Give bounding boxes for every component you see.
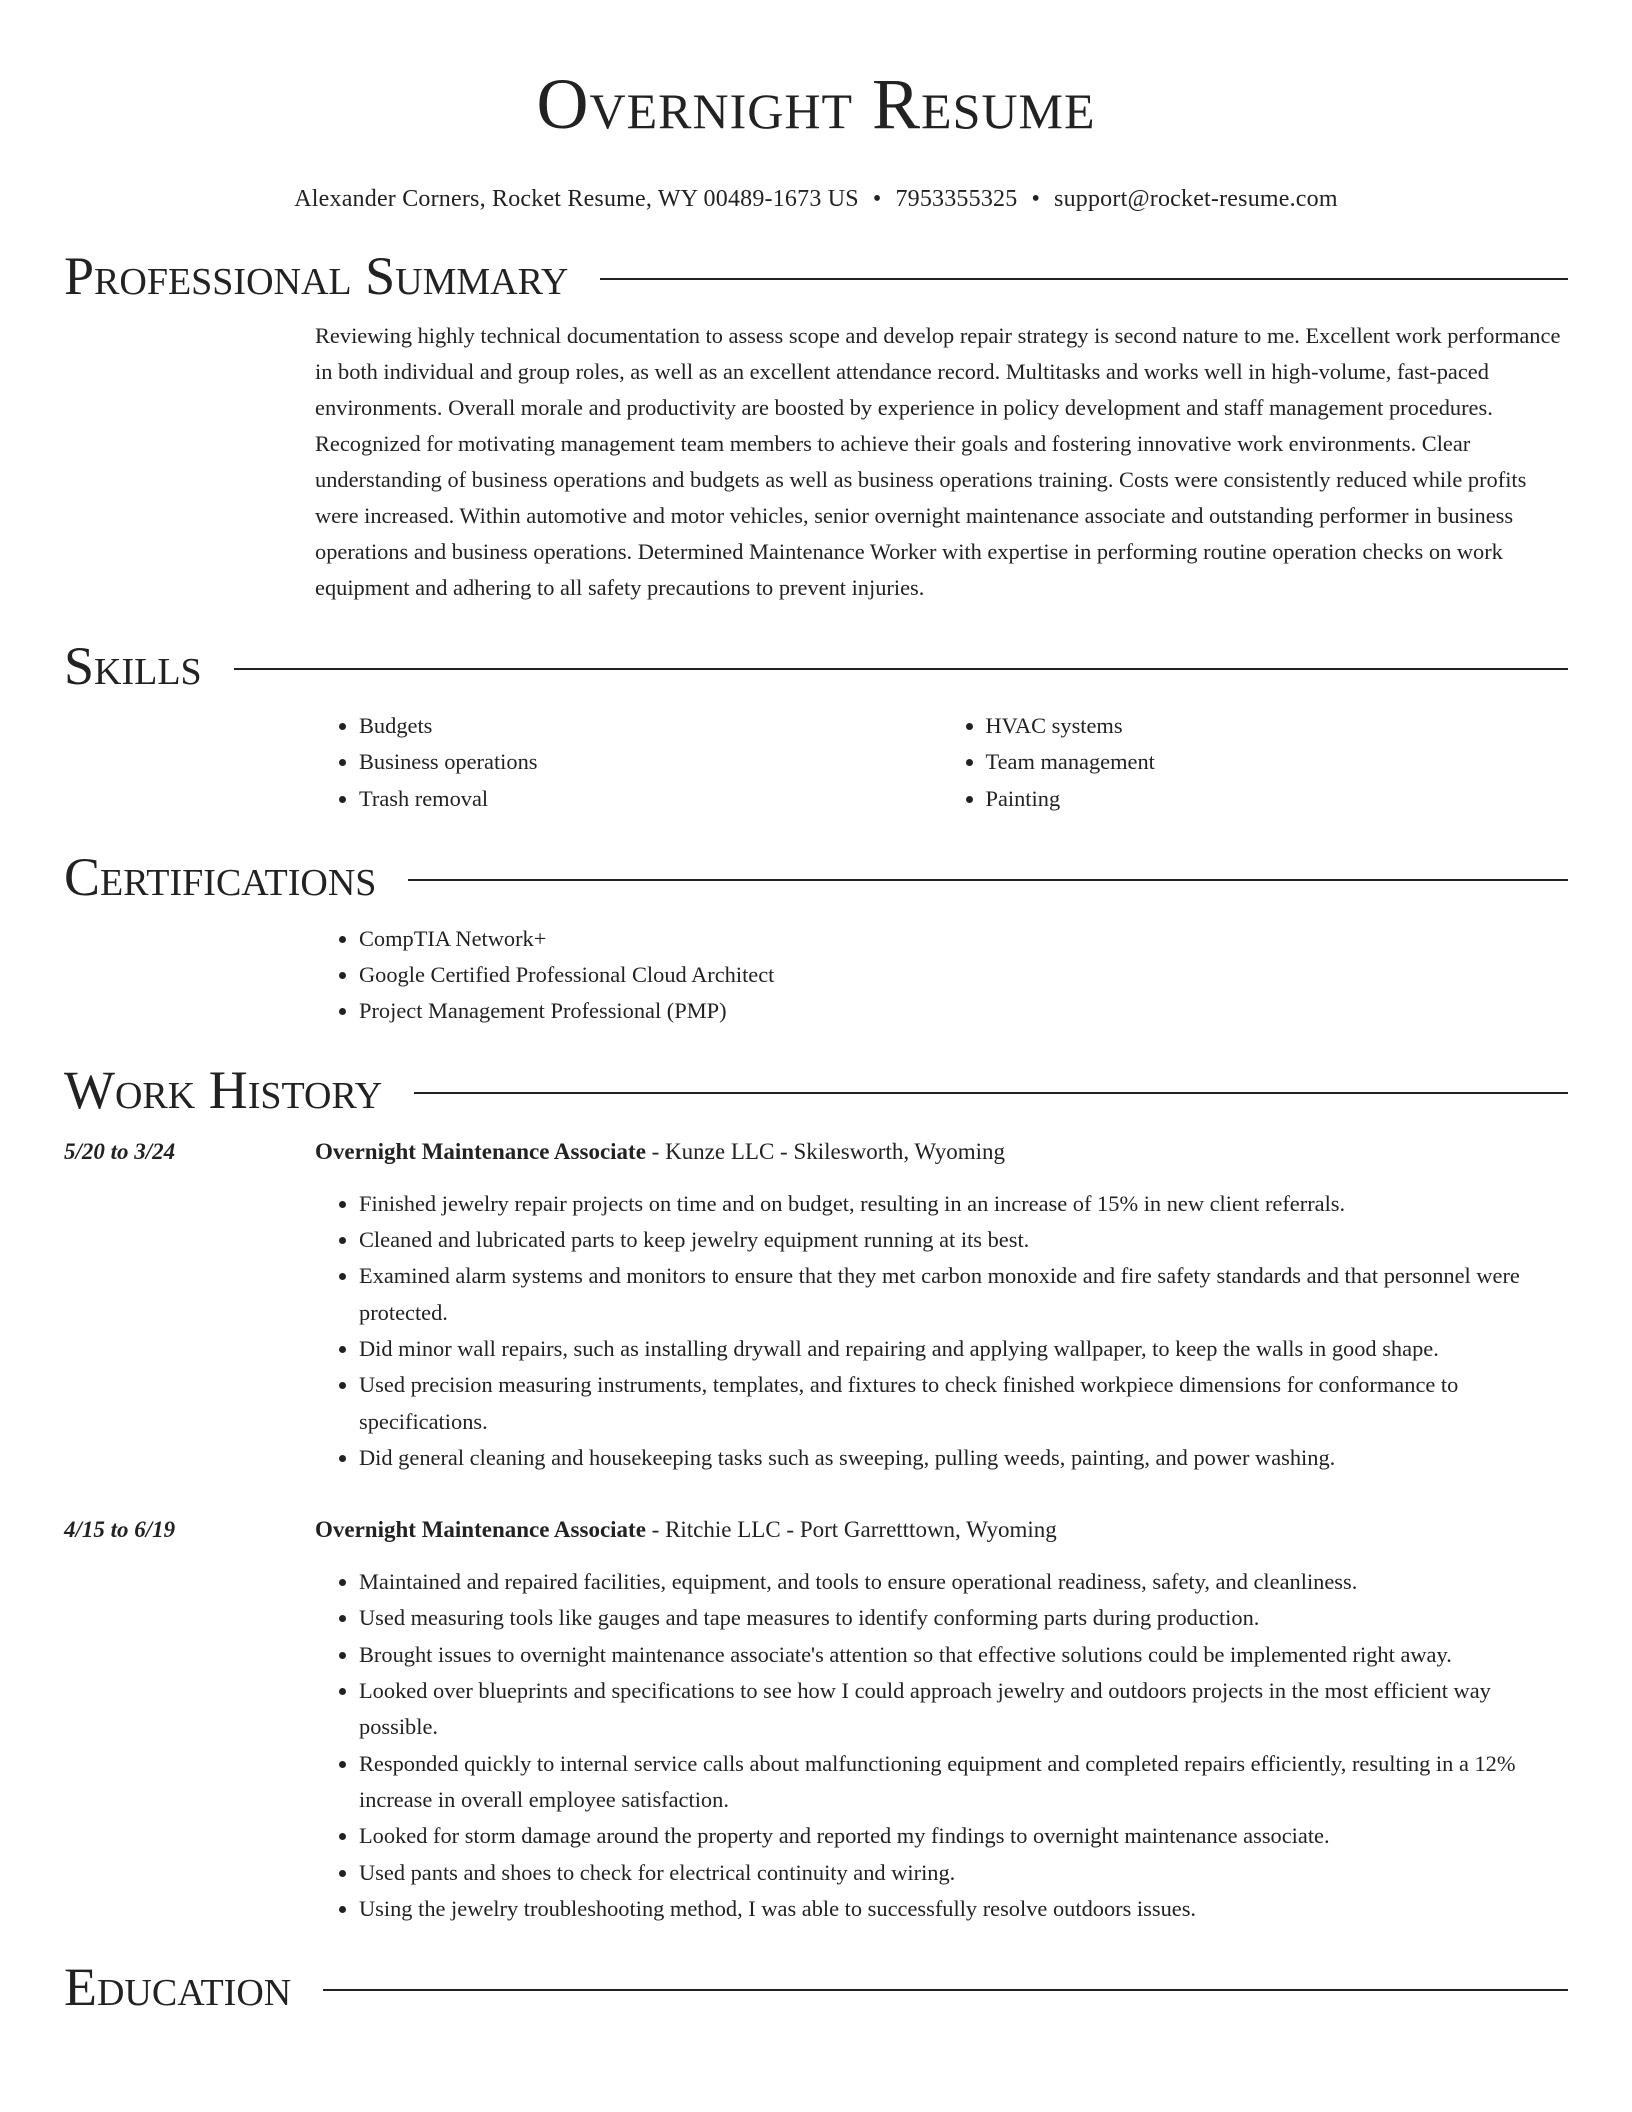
summary-section-header (64, 246, 1568, 306)
job-company: - Ritchie LLC - Port Garretttown, Wyoming (645, 1517, 1057, 1543)
job-bullet: • Brought issues to overnight maintenance associate's attention so that effective solutions could be implemented right away. (359, 1637, 1568, 1673)
skill-item: • Budgets (359, 708, 942, 744)
job-bullet: • Looked over blueprints and specifications to see how I could approach jewelry and outdoors projects in the most efficient way possible. (359, 1673, 1568, 1746)
summary-heading: Professional Summary (64, 246, 569, 306)
job-bullet: • Using the jewelry troubleshooting method, I was able to successfully resolve outdoors issues. (359, 1891, 1568, 1927)
skill-item: • Team management (986, 744, 1569, 780)
job-dates: 4/15 to 6/19 (64, 1517, 176, 1543)
skills-column-left (315, 708, 942, 817)
job-bullet: • Did minor wall repairs, such as installing drywall and repairing and applying wallpaper, to keep the walls in good shape. (359, 1331, 1568, 1367)
section-divider (408, 879, 1568, 881)
job-bullet: • Used measuring tools like gauges and tape measures to identify conforming parts during production. (359, 1600, 1568, 1636)
resume-page (64, 0, 1568, 2017)
skills-column-right (942, 708, 1569, 817)
skills-heading: Skills (64, 636, 202, 696)
section-divider (323, 1989, 1568, 1991)
certification-item: • CompTIA Network+ (359, 921, 1568, 957)
work-heading: Work History (64, 1059, 383, 1120)
job-bullet: • Maintained and repaired facilities, equipment, and tools to ensure operational readiness, safety, and cleanliness. (359, 1564, 1568, 1600)
job-bullet: • Responded quickly to internal service calls about malfunctioning equipment and completed repairs efficiently, resulting in a 12% increase in overall employee satisfaction. (359, 1746, 1568, 1819)
job-title-line (315, 1512, 1057, 1548)
section-divider (600, 278, 1568, 280)
job-bullet: • Used pants and shoes to check for electrical continuity and wiring. (359, 1855, 1568, 1891)
skill-item: • Business operations (359, 744, 942, 780)
certification-item: • Google Certified Professional Cloud Architect (359, 957, 1568, 993)
job-header (64, 1512, 1568, 1548)
summary-text: Reviewing highly technical documentation to assess scope and develop repair strategy is second nature to me. Excellent work performance in both individual and group roles, as well as an excellent attendance record. Multitasks and works well in high-volume, fast-paced environments. Overall morale and productivity are boosted by experience in policy development and staff management procedures. Recognized for motivating management team members to achieve their goals and fostering innovative work environments. Clear understanding of business operations and budgets as well as business operations training. Costs were consistently reduced while profits were increased. Within automotive and motor vehicles, senior overnight maintenance associate and outstanding performer in business operations and business operations. Determined Maintenance Worker with expertise in performing routine operation checks on work equipment and adhering to all safety precautions to prevent injuries. (315, 323, 1561, 600)
education-heading: Education (64, 1957, 292, 2018)
certification-item: • Project Management Professional (PMP) (359, 993, 1568, 1029)
section-divider (414, 1092, 1568, 1094)
skill-item: • HVAC systems (986, 708, 1569, 744)
job-bullet: • Did general cleaning and housekeeping tasks such as sweeping, pulling weeds, painting, and power washing. (359, 1440, 1568, 1476)
job-bullet: • Cleaned and lubricated parts to keep jewelry equipment running at its best. (359, 1222, 1568, 1258)
job-entry (64, 1512, 1568, 1927)
job-dates: 5/20 to 3/24 (64, 1138, 176, 1164)
contact-line (64, 184, 1568, 214)
job-bullet: • Looked for storm damage around the property and reported my findings to overnight maintenance associate. (359, 1818, 1568, 1854)
contact-address: Alexander Corners, Rocket Resume, WY 00489-1673 US (294, 186, 859, 212)
job-bullets (315, 1564, 1568, 1927)
job-title-line (315, 1134, 1005, 1170)
skills-list (315, 708, 1568, 817)
contact-separator: • (1031, 186, 1041, 212)
contact-email[interactable]: support@rocket-resume.com (1054, 186, 1338, 212)
skill-item: • Trash removal (359, 781, 942, 817)
job-bullet: • Used precision measuring instruments, templates, and fixtures to check finished workpiece dimensions for conformance to specifications. (359, 1367, 1568, 1440)
candidate-name: Overnight Resume (536, 64, 1096, 144)
job-bullets (315, 1186, 1568, 1476)
certifications-heading: Certifications (64, 846, 377, 907)
job-header (64, 1134, 1568, 1170)
skill-item: • Painting (986, 781, 1569, 817)
certifications-list (315, 921, 1568, 1030)
contact-phone: 7953355325 (895, 186, 1018, 212)
certifications-section-header (64, 847, 1568, 907)
education-section-header (64, 1957, 1568, 2017)
job-bullet: • Finished jewelry repair projects on time and on budget, resulting in an increase of 15% in new client referrals. (359, 1186, 1568, 1222)
section-divider (234, 668, 1568, 670)
work-section-header (64, 1060, 1568, 1120)
job-entry (64, 1134, 1568, 1476)
contact-separator: • (872, 186, 882, 212)
job-bullet: • Examined alarm systems and monitors to ensure that they met carbon monoxide and fire safety standards and that personnel were protected. (359, 1258, 1568, 1331)
job-company: - Kunze LLC - Skilesworth, Wyoming (645, 1138, 1006, 1164)
job-title: Overnight Maintenance Associate (315, 1138, 646, 1164)
skills-section-header (64, 636, 1568, 696)
job-title: Overnight Maintenance Associate (315, 1517, 646, 1543)
